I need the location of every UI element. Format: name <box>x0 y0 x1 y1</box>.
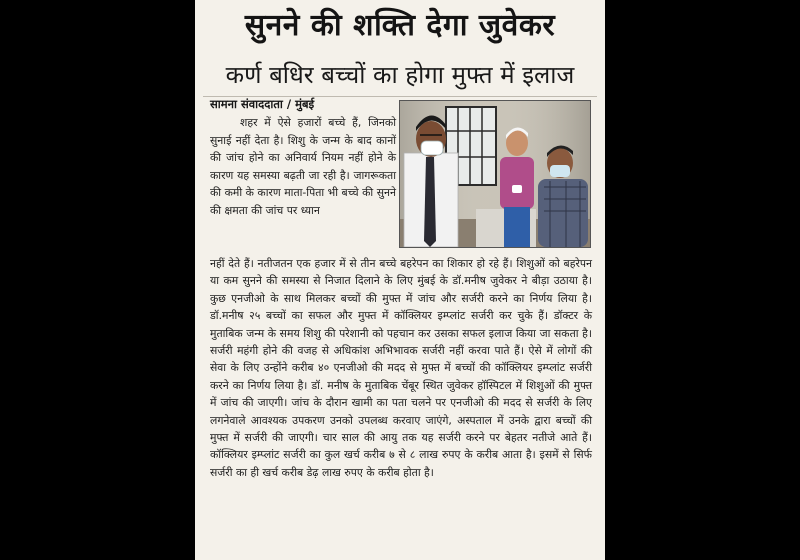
newspaper-clipping <box>195 0 605 560</box>
column-paragraph: शहर में ऐसे हजारों बच्चे हैं, जिनको सुनाई नहीं देता है। शिशु के जन्म के बाद कानों की जांच होने का अनिवार्य नियम नहीं होने के कारण यह समस्या बढ़ती जा रही है। जागरूकता की कमी के कारण माता-पिता भी बच्चे की सुनने की क्षमता की जांच पर ध्यान <box>210 116 396 217</box>
article-column-text <box>210 114 396 220</box>
subheadline: कर्ण बधिर बच्चों का होगा मुफ्त में इलाज <box>225 61 575 89</box>
headline: सुनने की शक्ति देगा जुवेकर <box>244 8 556 43</box>
article-body-text: नहीं देते हैं। नतीजतन एक हजार में से तीन बच्चे बहरेपन का शिकार हो रहे हैं। शिशुओं को बहरेपन या कम सुनने की समस्या से निजात दिलाने के लिए मुंबई के डॉ.मनीष जुवेकर ने बीड़ा उठाया है। कुछ एनजीओ के साथ मिलकर बच्चों की मुफ्त में जांच और सर्जरी करने का निर्णय लिया है। डॉ.मनीष २५ बच्चों का सफल और मुफ्त में कॉक्लियर इम्प्लांट सर्जरी कर चुके हैं। डॉक्टर के मुताबिक जन्म के समय शिशु की परेशानी को पहचान कर उसका सफल इलाज किया जा सकता है। सर्जरी महंगी होने की वजह से अधिकांश अभिभावक सर्जरी नहीं करवा पाते हैं। ऐसे में लोगों की सेवा के लिए उन्होंने करीब ४० एनजीओ की मदद से मुफ्त में बच्चों की कॉक्लियर इम्प्लांट सर्जरी करने का निर्णय लिया है। डॉ. मनीष के मुताबिक चेंबूर स्थित जुवेकर हॉस्पिटल में शिशुओं की मुफ्त में जांच की जाएगी। जांच के दौरान खामी का पता चलने पर एनजीओ की मदद से सर्जरी के लिए लगनेवाले आवश्यक उपकरण उनको उपलब्ध करवाए जाएंगे, अस्पताल में उनके द्वारा बच्चों की मुफ्त में सर्जरी की जाएगी। चार साल की आयु तक यह सर्जरी करने पर बेहतर नतीजे आते हैं। कॉक्लियर इम्प्लांट सर्जरी का कुल खर्च करीब ७ से ८ लाख रुपए के करीब आता है। इसमें से सिर्फ सर्जरी का ही खर्च करीब डेढ़ लाख रुपए के करीब होता है। <box>210 257 592 479</box>
article-photo <box>399 100 591 248</box>
photo-illustration <box>400 101 590 247</box>
byline: सामना संवाददाता / मुंबई <box>210 97 315 111</box>
